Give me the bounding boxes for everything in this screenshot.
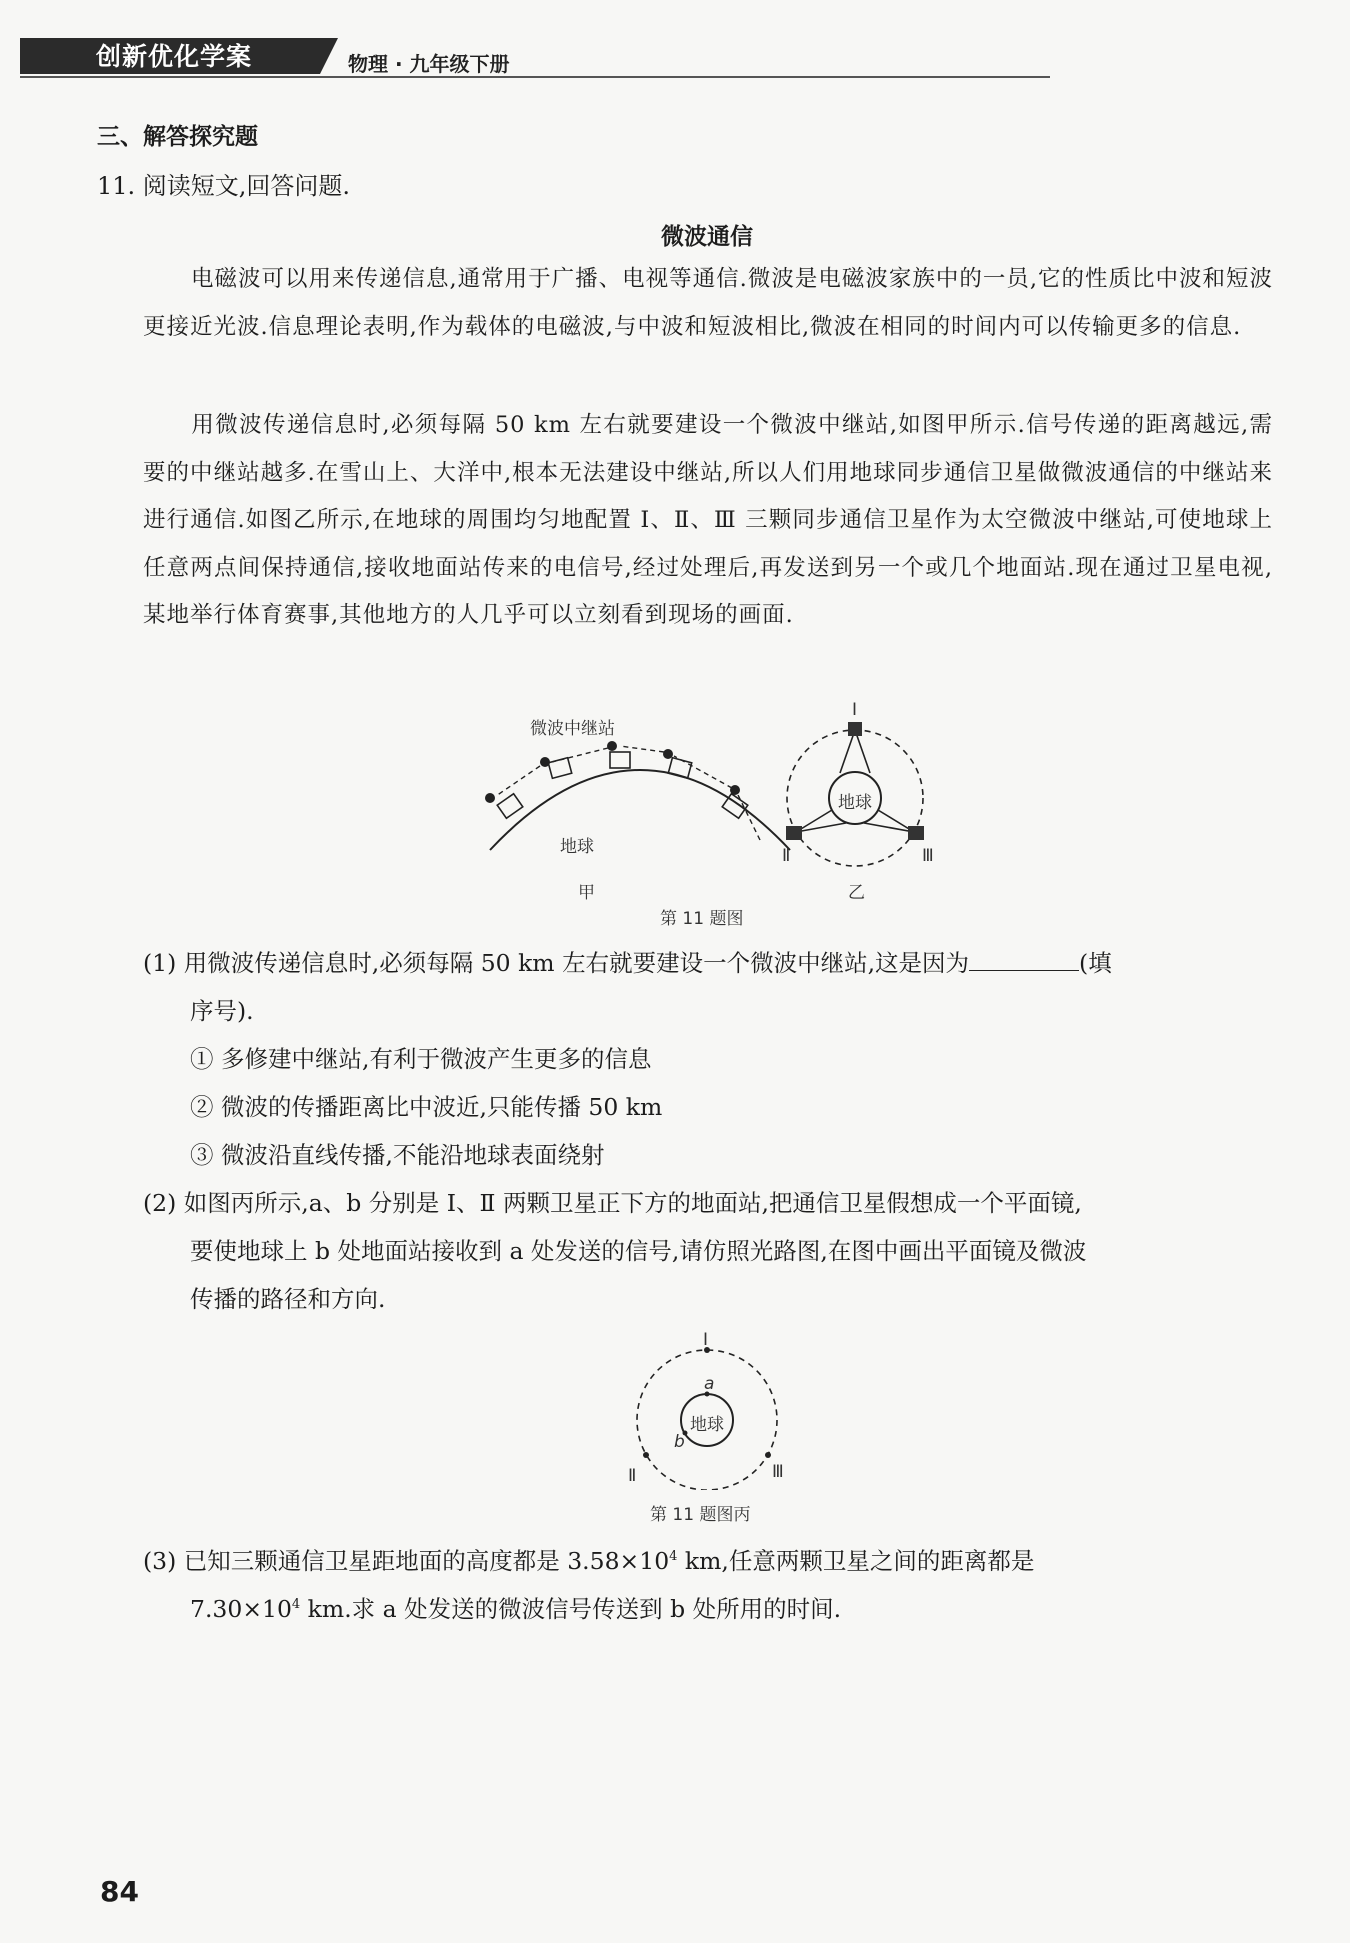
bing-satellite-2-label: Ⅱ (628, 1466, 637, 1486)
answer-blank[interactable] (969, 950, 1079, 971)
earth-label-jia: 地球 (560, 837, 594, 857)
sub2-line1: (2) 如图丙所示,a、b 分别是 Ⅰ、Ⅱ 两颗卫星正下方的地面站,把通信卫星假想成一个平面镜, (143, 1189, 1082, 1217)
article-title: 微波通信 (661, 224, 753, 250)
section-title: 三、解答探究题 (97, 124, 258, 150)
option-2: ② 微波的传播距离比中波近,只能传播 50 km (190, 1093, 663, 1121)
satellite-2-dot (643, 1452, 649, 1458)
sub3-exponent-2: 4 (291, 1597, 301, 1613)
earth-label-yi: 地球 (838, 793, 872, 813)
page-number: 84 (100, 1875, 139, 1908)
label-yi: 乙 (848, 883, 865, 903)
sub1-line1-text: (1) 用微波传递信息时,必须每隔 50 km 左右就要建设一个微波中继站,这是因为 (143, 949, 970, 977)
header-divider (20, 76, 1050, 78)
sub3-line2-text: 7.30×10 (190, 1595, 292, 1623)
brand-logo: 创新优化学案 (96, 42, 253, 71)
paragraph-1 (143, 256, 1273, 351)
paragraph-2-text: 用微波传递信息时,必须每隔 50 km 左右就要建设一个微波中继站,如图甲所示.信号传递的距离越远,需要的中继站越多.在雪山上、大洋中,根本无法建设中继站,所以人们用地球同步通信卫星做微波通信的中继站来进行通信.如图乙所示,在地球的周围均匀地配置 Ⅰ、Ⅱ、Ⅲ 三颗同步通信卫星作为太空微波中继站,可使地球上任意两点间保持通信,接收地面站传来的电信号,经过处理后,再发送到另一个或几个地面站.现在通过卫星电视,某地举行体育赛事,其他地方的人几乎可以立刻看到现场的画面. (143, 412, 1273, 628)
figure-11-caption: 第 11 题图 (660, 909, 744, 929)
sub3-line1-text: (3) 已知三颗通信卫星距地面的高度都是 3.58×10 (143, 1547, 670, 1575)
bing-satellite-3-label: Ⅲ (772, 1462, 784, 1482)
sub3-exponent-1: 4 (669, 1549, 678, 1565)
label-jia: 甲 (578, 883, 595, 903)
figure-11-bing (620, 1330, 800, 1490)
bing-earth-label: 地球 (690, 1415, 724, 1435)
sub2-line2: 要使地球上 b 处地面站接收到 a 处发送的信号,请仿照光路图,在图中画出平面镜及微波 (190, 1237, 1087, 1265)
satellite-2-label: Ⅱ (782, 846, 791, 866)
sub2-line3: 传播的路径和方向. (190, 1285, 386, 1313)
option-3: ③ 微波沿直线传播,不能沿地球表面绕射 (190, 1141, 605, 1169)
figure-11 (460, 700, 960, 930)
point-a-label: a (704, 1374, 715, 1394)
satellites (786, 722, 924, 840)
satellite-3-dot (765, 1452, 771, 1458)
question-intro: 11. 阅读短文,回答问题. (97, 172, 351, 200)
bing-satellite-1-label: Ⅰ (703, 1330, 709, 1350)
sub3-line2-end: km.求 a 处发送的微波信号传送到 b 处所用的时间. (300, 1595, 842, 1623)
sub3-line1-end: km,任意两颗卫星之间的距离都是 (677, 1547, 1035, 1575)
paragraph-2 (143, 402, 1273, 640)
sub1-line1 (143, 944, 1112, 978)
satellite-links (796, 730, 914, 832)
figure-bing-caption: 第 11 题图丙 (650, 1505, 751, 1525)
sub3-line2 (190, 1590, 841, 1624)
relay-station-label: 微波中继站 (530, 719, 615, 739)
sub1-line2: 序号). (190, 997, 254, 1025)
paragraph-1-text: 电磁波可以用来传递信息,通常用于广播、电视等通信.微波是电磁波家族中的一员,它的性质比中波和短波更接近光波.信息理论表明,作为载体的电磁波,与中波和短波相比,微波在相同的时间内可以传输更多的信息. (143, 266, 1273, 340)
satellite-3-label: Ⅲ (922, 846, 934, 866)
option-1: ① 多修建中继站,有利于微波产生更多的信息 (190, 1045, 652, 1073)
sub3-line1 (143, 1542, 1034, 1576)
point-b-label: b (674, 1432, 685, 1452)
sub1-line1-end: (填 (1079, 949, 1112, 977)
satellite-1-label: Ⅰ (852, 700, 858, 720)
subject-title: 物理 · 九年级下册 (348, 52, 510, 76)
